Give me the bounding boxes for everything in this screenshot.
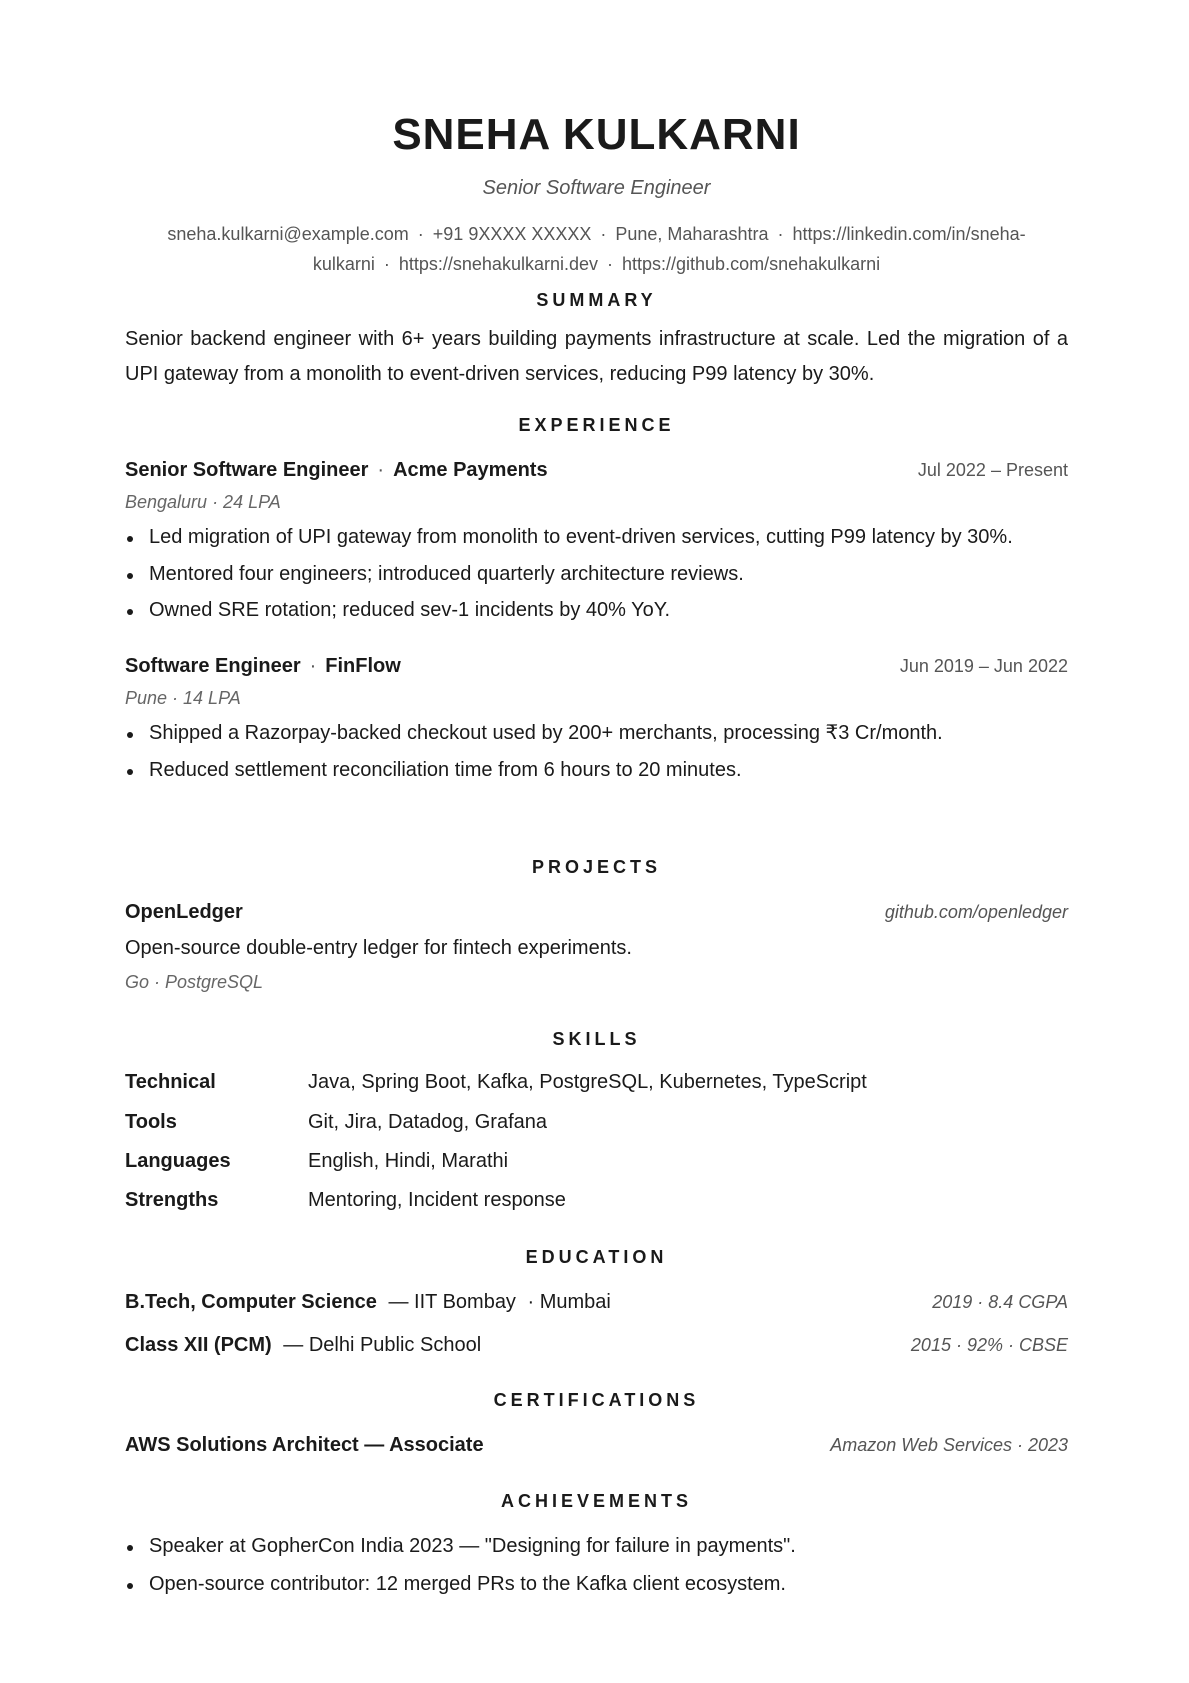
skill-label: Technical	[125, 1071, 216, 1093]
education-school: — Delhi Public School	[283, 1334, 482, 1356]
skill-value: Git, Jira, Datadog, Grafana	[308, 1111, 548, 1133]
section-heading-skills: SKILLS	[552, 1029, 641, 1049]
bullet-text: Led migration of UPI gateway from monolith to event-driven services, cutting P99 latency by 30%.	[149, 526, 1013, 548]
phone-number: +91 9XXXX XXXXX	[432, 224, 592, 244]
skill-value: English, Hindi, Marathi	[308, 1150, 509, 1172]
section-heading-certifications: CERTIFICATIONS	[493, 1390, 700, 1410]
job-header	[125, 652, 1068, 680]
location-text: Pune, Maharashtra	[615, 224, 769, 244]
skill-label: Languages	[125, 1150, 231, 1172]
candidate-name: SNEHA KULKARNI	[392, 110, 801, 159]
skill-value: Mentoring, Incident response	[308, 1189, 566, 1211]
github-link[interactable]: https://github.com/snehakulkarni	[622, 254, 881, 274]
role-separator: ·	[309, 655, 317, 677]
project-description-text: Open-source double-entry ledger for fintech experiments.	[125, 937, 632, 959]
bullet-text: Owned SRE rotation; reduced sev-1 incidents by 40% YoY.	[149, 599, 671, 621]
contact-line-1	[125, 219, 1068, 249]
job-dates: Jun 2019 – Jun 2022	[899, 656, 1068, 676]
education-school: — IIT Bombay	[388, 1291, 516, 1313]
job-meta: Bengaluru · 24 LPA	[125, 492, 281, 512]
project-link[interactable]: github.com/openledger	[884, 902, 1068, 922]
achievement-text: Speaker at GopherCon India 2023 — "Designing for failure in payments".	[149, 1535, 796, 1557]
achievement-text: Open-source contributor: 12 merged PRs to the Kafka client ecosystem.	[149, 1573, 786, 1595]
job-role: Senior Software Engineer	[125, 459, 369, 481]
section-heading-achievements: ACHIEVEMENTS	[500, 1491, 692, 1511]
bullet-text: Reduced settlement reconciliation time from 6 hours to 20 minutes.	[149, 759, 742, 781]
skill-label: Tools	[125, 1111, 177, 1133]
certification-name: AWS Solutions Architect — Associate	[125, 1434, 484, 1456]
contact-line-2	[125, 249, 1068, 279]
contact-separator: ·	[417, 224, 424, 244]
skill-label: Strengths	[125, 1189, 219, 1211]
contact-separator: ·	[777, 224, 784, 244]
education-location: · Mumbai	[527, 1291, 611, 1313]
section-heading-summary: SUMMARY	[536, 290, 657, 310]
job-company: FinFlow	[325, 655, 401, 677]
education-entry	[125, 1288, 1068, 1316]
education-degree: Class XII (PCM)	[125, 1334, 272, 1356]
bullet-text: Mentored four engineers; introduced quarterly architecture reviews.	[149, 563, 744, 585]
section-heading-projects: PROJECTS	[531, 857, 662, 877]
job-header	[125, 456, 1068, 484]
certification-entry	[125, 1431, 1068, 1459]
role-separator: ·	[377, 459, 385, 481]
contact-separator: ·	[607, 254, 613, 274]
bullet-text: Shipped a Razorpay-backed checkout used by 200+ merchants, processing ₹3 Cr/month.	[149, 722, 943, 744]
contact-separator: ·	[383, 254, 390, 274]
candidate-title: Senior Software Engineer	[482, 177, 711, 199]
education-detail: 2015 · 92% · CBSE	[910, 1335, 1068, 1355]
job-role: Software Engineer	[125, 655, 301, 677]
linkedin-link[interactable]: https://linkedin.com/in/sneha-	[792, 224, 1026, 244]
certification-issuer: Amazon Web Services · 2023	[830, 1435, 1068, 1455]
section-heading-education: EDUCATION	[525, 1247, 668, 1267]
project-tech: Go · PostgreSQL	[125, 972, 264, 992]
education-entry	[125, 1331, 1068, 1359]
project-name: OpenLedger	[125, 901, 243, 923]
education-degree: B.Tech, Computer Science	[125, 1291, 377, 1313]
contact-separator: ·	[600, 224, 607, 244]
website-link[interactable]: https://snehakulkarni.dev	[398, 254, 598, 274]
job-company: Acme Payments	[393, 459, 548, 481]
contact-info	[125, 219, 1068, 279]
project-description	[125, 934, 1068, 962]
linkedin-link-continued[interactable]: kulkarni	[312, 254, 375, 274]
summary-text: Senior backend engineer with 6+ years building payments infrastructure at scale. Led the migration of a UPI gateway from a monolith to event-driven services, reducing P99 latency by 30%.	[125, 328, 1068, 385]
job-meta: Pune · 14 LPA	[125, 688, 241, 708]
project-header	[125, 898, 1068, 926]
email-link[interactable]: sneha.kulkarni@example.com	[167, 224, 409, 244]
education-detail: 2019 · 8.4 CGPA	[932, 1292, 1068, 1312]
section-heading-experience: EXPERIENCE	[518, 415, 675, 435]
skill-value: Java, Spring Boot, Kafka, PostgreSQL, Kubernetes, TypeScript	[308, 1071, 867, 1093]
job-dates: Jul 2022 – Present	[917, 460, 1068, 480]
